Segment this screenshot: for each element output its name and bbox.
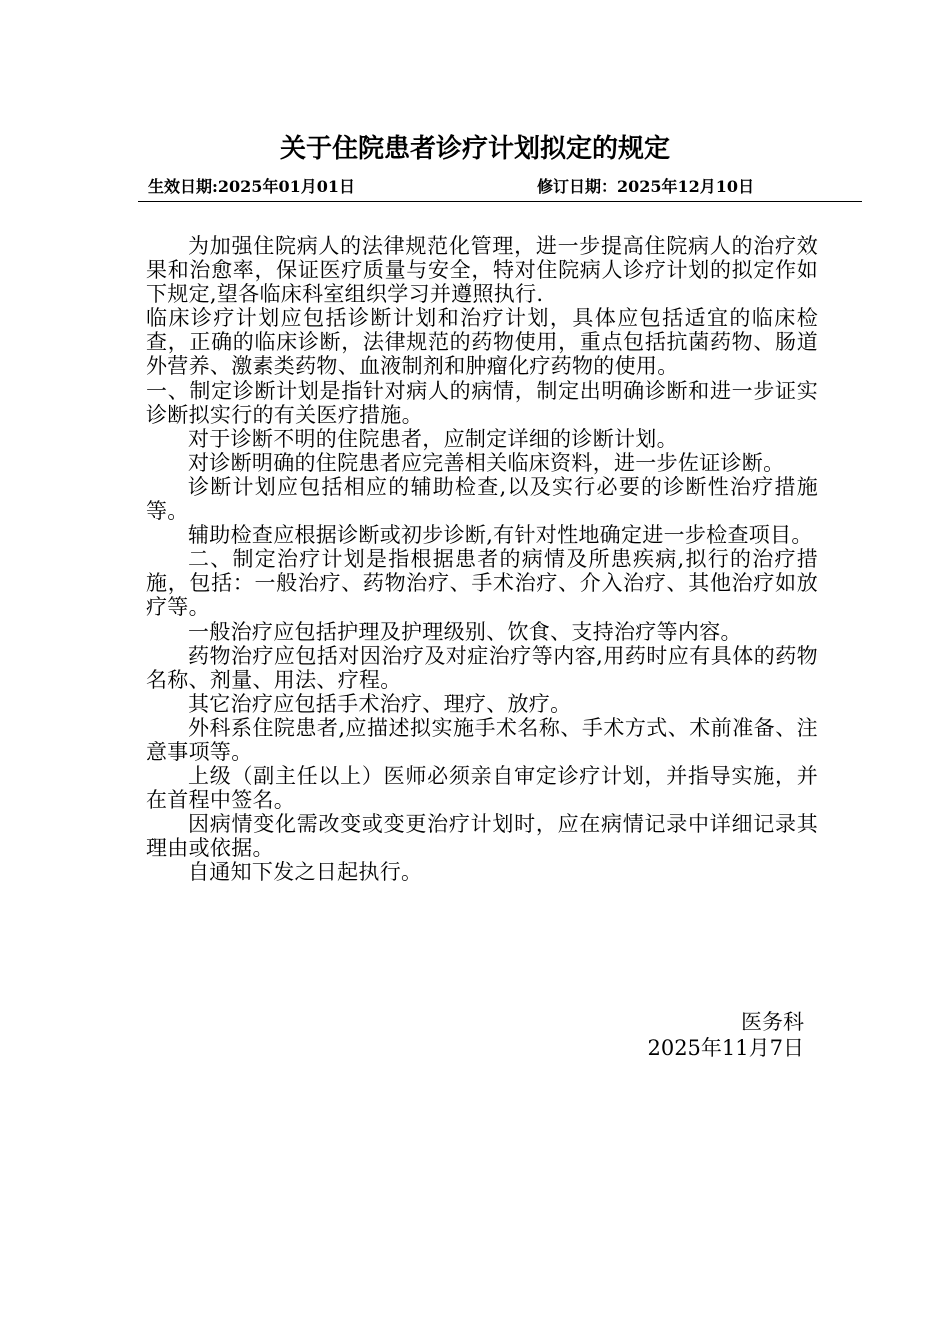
document-body [146,234,818,885]
issue-date: 2025年11月7日 [647,1036,804,1060]
paragraph-6: 诊断计划应包括相应的辅助检查,以及实行必要的诊断性治疗措施等。 [146,474,818,524]
document-title: 关于住院患者诊疗计划拟定的规定 [279,134,670,164]
header-divider [138,201,862,202]
paragraph-11: 其它治疗应包括手术治疗、理疗、放疗。 [188,691,572,716]
paragraph-4: 对于诊断不明的住院患者，应制定详细的诊断计划。 [188,426,678,451]
document-meta [138,176,862,200]
paragraph-10: 药物治疗应包括对因治疗及对症治疗等内容,用药时应有具体的药物名称、剂量、用法、疗程。 [146,643,818,692]
paragraph-12: 外科系住院患者,应描述拟实施手术名称、手术方式、术前准备、注意事项等。 [146,715,818,764]
paragraph-5: 对诊断明确的住院患者应完善相关临床资料，进一步佐证诊断。 [188,450,785,475]
paragraph-3: 一、制定诊断计划是指针对病人的病情，制定出明确诊断和进一步证实诊断拟实行的有关医疗措施。 [146,378,818,427]
paragraph-1: 为加强住院病人的法律规范化管理，进一步提高住院病人的治疗效果和治愈率，保证医疗质量与安全，特对住院病人诊疗计划的拟定作如下规定,望各临床科室组织学习并遵照执行. [146,234,818,307]
effective-date: 生效日期:2025年01月01日 [148,177,355,196]
paragraph-8: 二、制定治疗计划是指根据患者的病情及所患疾病,拟行的治疗措施，包括：一般治疗、药物治疗、手术治疗、介入治疗、其他治疗如放疗等。 [146,547,818,620]
paragraph-15: 自通知下发之日起执行。 [188,860,423,885]
paragraph-7: 辅助检查应根据诊断或初步诊断,有针对性地确定进一步检查项目。 [188,523,813,548]
paragraph-14: 因病情变化需改变或变更治疗计划时，应在病情记录中详细记录其理由或依据。 [146,812,818,861]
paragraph-2: 临床诊疗计划应包括诊断计划和治疗计划，具体应包括适宜的临床检查，正确的临床诊断，法律规范的药物使用，重点包括抗菌药物、肠道外营养、激素类药物、血液制剂和肿瘤化疗药物的使用。 [146,306,818,379]
revised-date: 修订日期：2025年12月10日 [537,177,755,196]
paragraph-9: 一般治疗应包括护理及护理级别、饮食、支持治疗等内容。 [188,619,742,644]
paragraph-13: 上级（副主任以上）医师必须亲自审定诊疗计划，并指导实施，并在首程中签名。 [146,764,818,813]
signature-block [647,1009,804,1061]
issuing-department: 医务科 [741,1010,804,1034]
